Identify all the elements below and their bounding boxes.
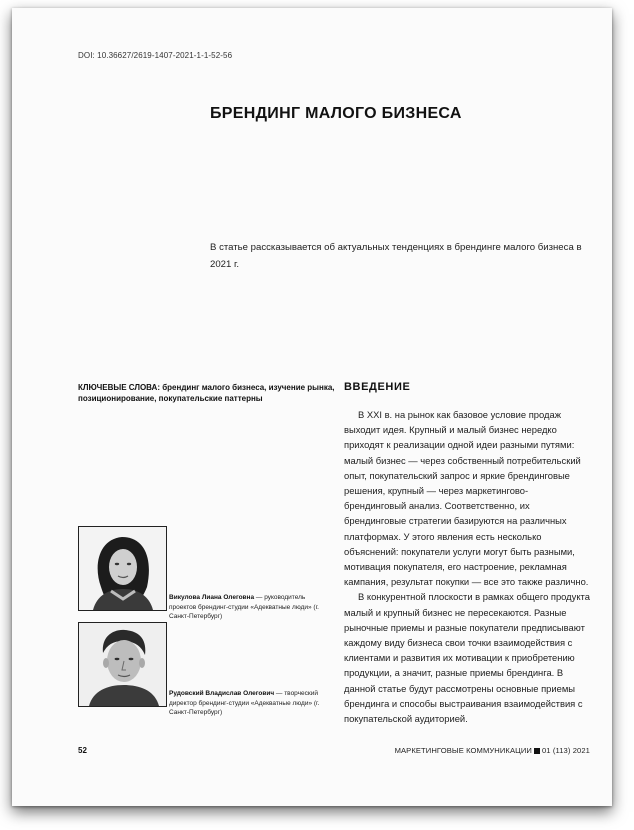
author-name: Викулова Лиана Олеговна xyxy=(169,594,255,601)
section-heading: ВВЕДЕНИЕ xyxy=(344,381,411,393)
page-number: 52 xyxy=(78,746,87,755)
section-body xyxy=(344,407,590,726)
female-portrait-photo xyxy=(79,527,166,610)
article-abstract: В статье рассказывается об актуальных тенденциях в брендинге малого бизнеса в 2021 г. xyxy=(210,242,582,270)
doi-line: DOI: 10.36627/2619-1407-2021-1-1-52-56 xyxy=(78,51,233,60)
body-paragraph: В конкурентной плоскости в рамках общего продукта малый и крупный бизнес не пересекаются. Разные рыночные приемы и разные покупатели предписывают каждому виду бизнеса свои точки взаимодействия с клиентами и развития их мотивации к приобретению продукции, а значит, разные приемы брендинга. В данной статье будут рассмотрены основные приемы брендинга и способы выстраивания взаимодействия с покупательской аудиторией. xyxy=(344,591,590,725)
author-name: Рудовский Владислав Олегович xyxy=(169,690,275,697)
journal-page xyxy=(12,8,612,806)
author-bio xyxy=(169,689,329,718)
author-role: — творческий директор брендинг-студии «Адекватные люди» (г. Санкт-Петербург) xyxy=(169,690,320,716)
journal-footer xyxy=(395,746,590,755)
square-bullet-icon xyxy=(534,748,540,754)
article-title: БРЕНДИНГ МАЛОГО БИЗНЕСА xyxy=(210,105,462,122)
body-paragraph: В XXI в. на рынок как базовое условие продаж выходит идея. Крупный и малый бизнес нередко приходят к реализации одной идеи разными путями: малый бизнес — через собственный потребительский опыт, покупательский запрос и яркие брендинговые решения, крупный — через маркетингово-брендинговый анализ. Соответственно, их брендинговые стратегии базируются на различных платформах. У этого явления есть несколько объяснений: покупатели услуги могут быть разными, мотивация покупателя, его настроение, рекламная кампания, результат покупки — все это также различно. xyxy=(344,409,589,588)
author-photo-male xyxy=(78,622,167,707)
author-role: — руководитель проектов брендинг-студии «Адекватные люди» (г. Санкт-Петербург) xyxy=(169,594,319,620)
keywords: КЛЮЧЕВЫЕ СЛОВА: брендинг малого бизнеса, изучение рынка, позиционирование, покупательские паттерны xyxy=(78,383,335,403)
author-photo-female xyxy=(78,526,167,611)
journal-name: МАРКЕТИНГОВЫЕ КОММУНИКАЦИИ xyxy=(394,746,532,755)
male-portrait-photo xyxy=(79,623,166,706)
author-bio xyxy=(169,593,329,622)
journal-issue: 01 (113) 2021 xyxy=(541,746,590,755)
